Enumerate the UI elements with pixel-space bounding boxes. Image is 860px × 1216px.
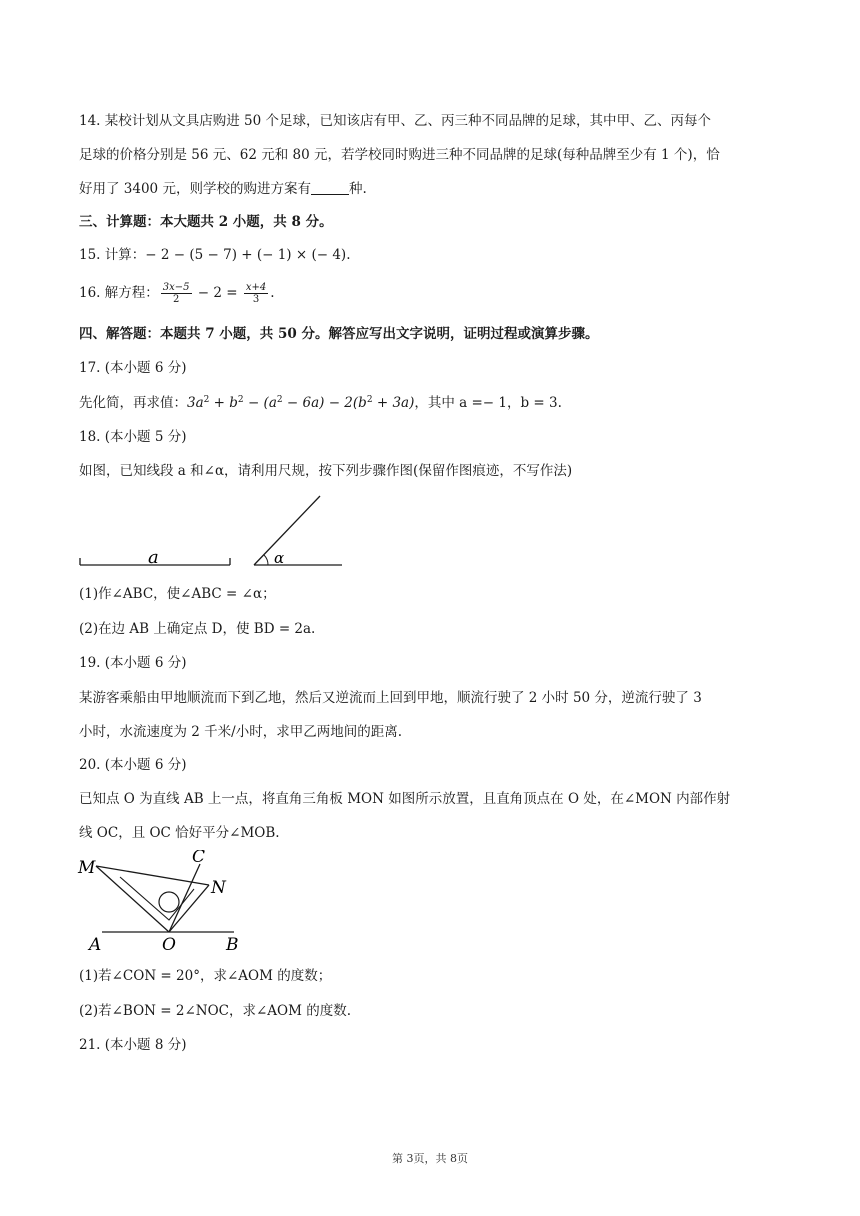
side-on [169,885,209,932]
ray-oc [169,864,200,932]
q18-part1: (1)作∠ABC，使∠ABC = ∠α； [79,586,276,602]
q17-term3: − (a [243,395,277,411]
q17-term1: 3a [187,395,204,411]
q18-part2: (2)在边 AB 上确定点 D，使 BD = 2a. [79,621,316,637]
q16-fraction-left [161,282,192,305]
q17-term4: − 6a) − 2(b [282,395,367,411]
q16-frac2-den: 3 [252,294,260,305]
q21-header: 21. (本小题 8 分) [79,1037,187,1053]
q16-end: . [270,285,275,301]
q15 [79,245,351,265]
q14-line3-end: 种. [348,181,367,197]
page-footer: 第 3页，共 8页 [392,1152,468,1165]
q16-frac1-den: 2 [172,294,180,305]
q16-frac2-num: x+4 [245,282,267,293]
q17-text [79,393,562,413]
q15-prefix: 15. 计算： [79,247,146,263]
q18-text: 如图，已知线段 a 和∠α，请利用尺规，按下列步骤作图(保留作图痕迹，不写作法) [79,463,573,479]
q16-middle: − 2 = [193,285,242,301]
segment-a-label: a [148,547,159,568]
q20-figure [74,850,254,956]
q16-frac1-num: 3x−5 [162,282,190,293]
q19-header: 19. (本小题 6 分) [79,655,187,671]
q14-line3-text: 好用了 3400 元，则学校的购进方案有 [79,181,311,197]
q14-line1: 14. 某校计划从文具店购进 50 个足球，已知该店有甲、乙、丙三种不同品牌的足球，其中甲、乙、丙每个 [79,113,712,129]
q20-header: 20. (本小题 6 分) [79,757,187,773]
label-o: O [162,935,176,955]
q17-exp2: 2 [237,395,244,405]
angle-arc [264,555,268,565]
triangle-hole [159,892,179,912]
q17-term5: + 3a) [372,395,415,411]
angle-ray-upper [254,496,320,565]
q16-fraction-right [244,282,268,305]
label-c: C [192,850,206,867]
q16 [79,282,275,305]
section4-title: 四、解答题：本题共 7 小题，共 50 分。解答应写出文字说明，证明过程或演算步骤。 [79,326,599,342]
q18-header: 18. (本小题 5 分) [79,429,187,445]
label-m: M [78,858,96,878]
q17-prefix: 先化简，再求值： [79,395,187,411]
q17-term2: + b [209,395,238,411]
q20-part2: (2)若∠BON = 2∠NOC，求∠AOM 的度数. [79,1003,352,1019]
q18-figure [70,488,360,578]
section3-title: 三、计算题：本大题共 2 小题，共 8 分。 [79,214,333,230]
q20-line1: 已知点 O 为直线 AB 上一点，将直角三角板 MON 如图所示放置，且直角顶点在 O 处，在∠MON 内部作射 [79,791,731,807]
q20-line2: 线 OC，且 OC 恰好平分∠MOB. [79,825,280,841]
q17-suffix: ，其中 a =− 1，b = 3. [414,395,562,411]
angle-alpha-label: α [274,549,285,567]
label-a: A [89,935,102,955]
q17-header: 17. (本小题 6 分) [79,360,187,376]
q15-expr: − 2 − (5 − 7) + (− 1) × (− 4). [145,247,351,263]
label-n: N [211,878,226,898]
q17-exp3: 2 [276,395,283,405]
q19-line1: 某游客乘船由甲地顺流而下到乙地，然后又逆流而上回到甲地，顺流行驶了 2 小时 50 分，逆流行驶了 3 [79,690,702,706]
q17-exp1: 2 [203,395,210,405]
q16-prefix: 16. 解方程： [79,285,159,301]
q14-line3 [79,179,367,199]
q14-line2: 足球的价格分别是 56 元、62 元和 80 元，若学校同时购进三种不同品牌的足球(每种品牌至少有 1 个)，恰 [79,147,720,163]
answer-blank [311,180,349,195]
q19-line2: 小时，水流速度为 2 千米/小时，求甲乙两地间的距离. [79,724,403,740]
label-b: B [226,935,239,955]
q20-part1: (1)若∠CON = 20°，求∠AOM 的度数； [79,968,332,984]
q17-exp4: 2 [366,395,373,405]
